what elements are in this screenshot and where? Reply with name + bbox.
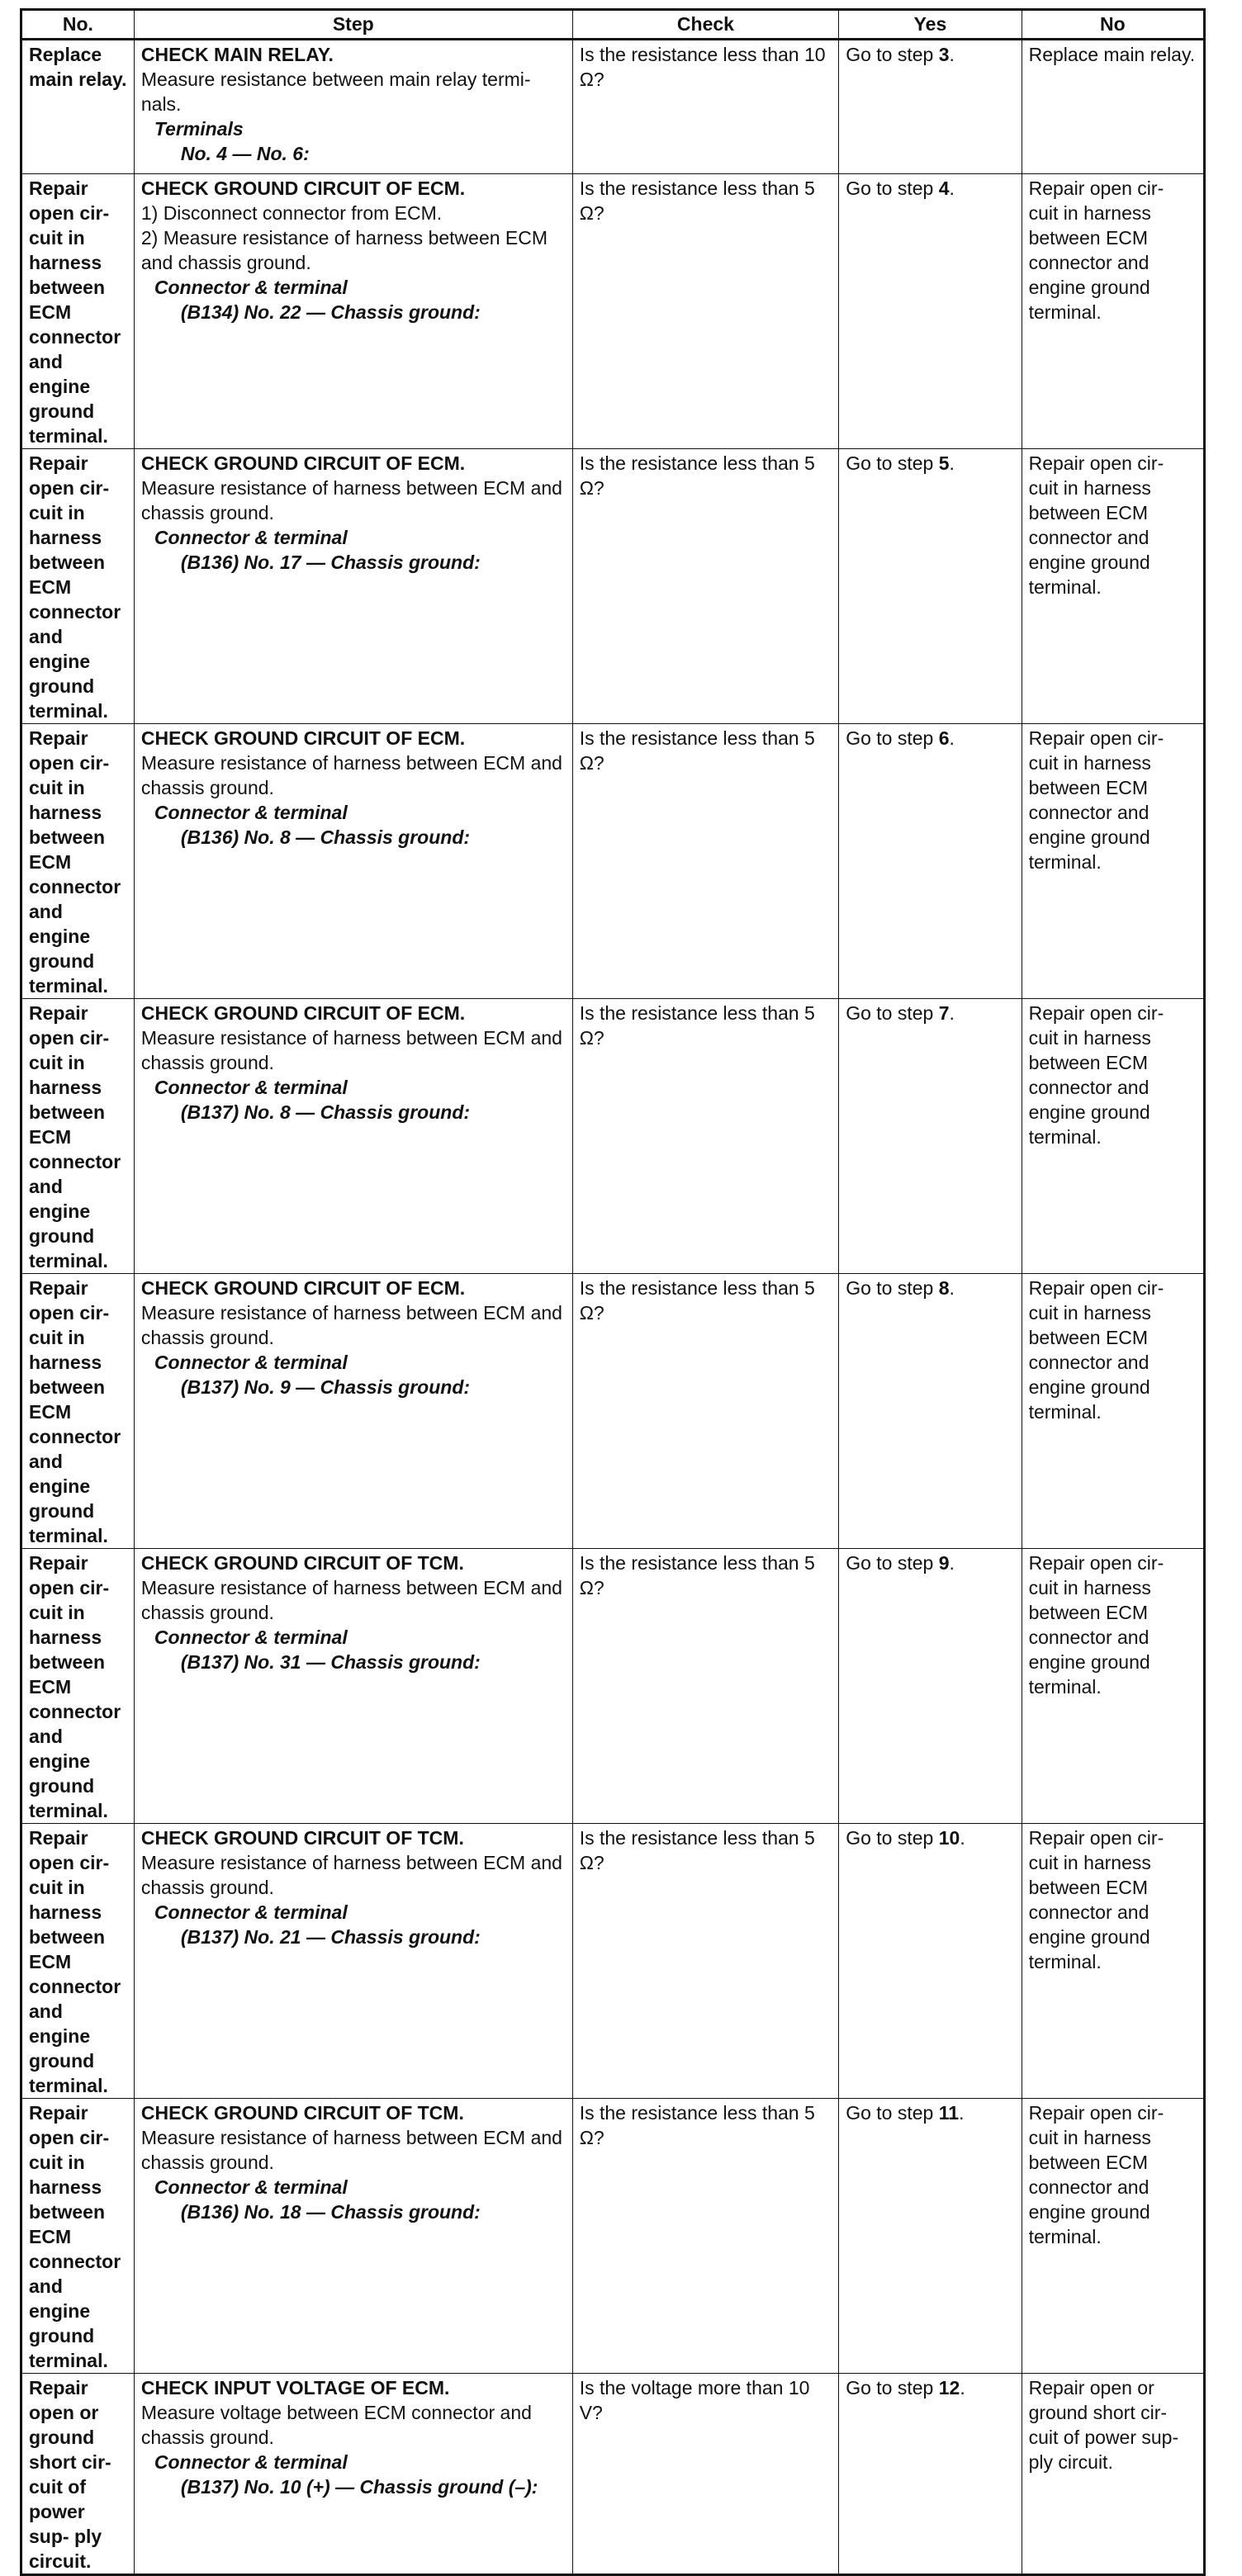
yes-period: . bbox=[949, 1277, 955, 1299]
step-subheading: Connector & terminal bbox=[154, 277, 348, 298]
step-number: Repair open cir- cuit in harness between ECM connector and engine ground terminal. bbox=[21, 2099, 135, 2374]
step-terminal-value: (B137) No. 9 — Chassis ground: bbox=[180, 1376, 471, 1398]
step-instruction: nals. bbox=[140, 93, 182, 115]
step-number: Repair open cir- cuit in harness between ECM connector and engine ground terminal. bbox=[21, 174, 135, 449]
yes-period: . bbox=[949, 452, 955, 474]
check-cell: Is the voltage more than 10 V? bbox=[572, 2374, 839, 2575]
step-instruction: Measure resistance of harness between ECM and chassis ground. bbox=[140, 2127, 562, 2173]
table-row bbox=[21, 40, 1205, 174]
no-cell: Repair open or ground short cir- cuit of power sup- ply circuit. bbox=[1022, 2374, 1204, 2575]
step-instruction: Measure resistance of harness between ECM and chassis ground. bbox=[140, 1302, 562, 1348]
yes-cell bbox=[839, 999, 1022, 1274]
yes-period: . bbox=[960, 2377, 965, 2398]
yes-cell bbox=[839, 1824, 1022, 2099]
yes-step-number: 12 bbox=[938, 2377, 960, 2398]
no-cell: Repair open cir- cuit in harness between ECM connector and engine ground terminal. bbox=[1022, 449, 1204, 724]
check-cell: Is the resistance less than 5 Ω? bbox=[572, 2099, 839, 2374]
yes-cell bbox=[839, 1274, 1022, 1549]
yes-cell bbox=[839, 1549, 1022, 1824]
yes-step-number: 6 bbox=[938, 727, 950, 749]
step-cell bbox=[134, 1274, 572, 1549]
no-cell: Repair open cir- cuit in harness between ECM connector and engine ground terminal. bbox=[1022, 724, 1204, 999]
yes-text: Go to step bbox=[846, 1277, 934, 1299]
check-cell: Is the resistance less than 5 Ω? bbox=[572, 1824, 839, 2099]
no-cell: Repair open cir- cuit in harness between ECM connector and engine ground terminal. bbox=[1022, 1549, 1204, 1824]
step-subheading: Terminals bbox=[154, 118, 244, 140]
check-cell: Is the resistance less than 5 Ω? bbox=[572, 449, 839, 724]
check-cell: Is the resistance less than 5 Ω? bbox=[572, 1274, 839, 1549]
yes-text: Go to step bbox=[846, 44, 934, 65]
step-terminal-value: (B136) No. 8 — Chassis ground: bbox=[180, 826, 471, 848]
step-instruction: 1) Disconnect connector from ECM. bbox=[140, 202, 443, 224]
yes-text: Go to step bbox=[846, 452, 934, 474]
step-cell bbox=[134, 40, 572, 174]
step-number: Repair open cir- cuit in harness between ECM connector and engine ground terminal. bbox=[21, 449, 135, 724]
yes-text: Go to step bbox=[846, 2102, 934, 2124]
check-cell: Is the resistance less than 5 Ω? bbox=[572, 174, 839, 449]
check-cell: Is the resistance less than 5 Ω? bbox=[572, 724, 839, 999]
yes-period: . bbox=[949, 44, 955, 65]
step-number: Repair open cir- cuit in harness between ECM connector and engine ground terminal. bbox=[21, 1274, 135, 1549]
step-number: Repair open cir- cuit in harness between ECM connector and engine ground terminal. bbox=[21, 1549, 135, 1824]
table-row bbox=[21, 724, 1205, 999]
step-number: Repair open cir- cuit in harness between ECM connector and engine ground terminal. bbox=[21, 1824, 135, 2099]
step-terminal-value: (B136) No. 17 — Chassis ground: bbox=[180, 552, 481, 573]
table-row bbox=[21, 2099, 1205, 2374]
table-row bbox=[21, 999, 1205, 1274]
step-subheading: Connector & terminal bbox=[154, 1352, 348, 1373]
step-cell bbox=[134, 999, 572, 1274]
yes-text: Go to step bbox=[846, 1002, 934, 1024]
yes-period: . bbox=[960, 1827, 965, 1849]
step-subheading: Connector & terminal bbox=[154, 1627, 348, 1648]
step-subheading: Connector & terminal bbox=[154, 802, 348, 823]
step-terminal-value: (B137) No. 8 — Chassis ground: bbox=[180, 1101, 471, 1123]
header-check: Check bbox=[572, 10, 839, 40]
step-cell bbox=[134, 174, 572, 449]
yes-text: Go to step bbox=[846, 178, 934, 199]
step-terminal-value: (B134) No. 22 — Chassis ground: bbox=[180, 301, 481, 323]
table-header-row bbox=[21, 10, 1205, 40]
no-cell: Repair open cir- cuit in harness between ECM connector and engine ground terminal. bbox=[1022, 2099, 1204, 2374]
step-cell bbox=[134, 2099, 572, 2374]
yes-step-number: 10 bbox=[938, 1827, 960, 1849]
yes-period: . bbox=[959, 2102, 965, 2124]
yes-step-number: 3 bbox=[938, 44, 950, 65]
yes-text: Go to step bbox=[846, 727, 934, 749]
step-cell bbox=[134, 1824, 572, 2099]
check-cell: Is the resistance less than 5 Ω? bbox=[572, 999, 839, 1274]
table-row bbox=[21, 1824, 1205, 2099]
no-cell: Repair open cir- cuit in harness between ECM connector and engine ground terminal. bbox=[1022, 1274, 1204, 1549]
yes-step-number: 11 bbox=[938, 2102, 960, 2124]
table-row bbox=[21, 449, 1205, 724]
step-title: CHECK GROUND CIRCUIT OF ECM. bbox=[140, 727, 466, 749]
step-number: Repair open cir- cuit in harness between ECM connector and engine ground terminal. bbox=[21, 999, 135, 1274]
yes-text: Go to step bbox=[846, 1552, 934, 1574]
step-cell bbox=[134, 449, 572, 724]
yes-cell bbox=[839, 174, 1022, 449]
step-title: CHECK INPUT VOLTAGE OF ECM. bbox=[140, 2377, 450, 2398]
header-no: No. bbox=[21, 10, 135, 40]
document-page bbox=[20, 8, 1206, 2576]
yes-step-number: 4 bbox=[938, 178, 950, 199]
step-cell bbox=[134, 2374, 572, 2575]
yes-text: Go to step bbox=[846, 1827, 934, 1849]
check-cell: Is the resistance less than 10 Ω? bbox=[572, 40, 839, 174]
step-instruction: Measure resistance of harness between ECM and chassis ground. bbox=[140, 1577, 562, 1623]
step-title: CHECK GROUND CIRCUIT OF TCM. bbox=[140, 2102, 464, 2124]
no-cell: Repair open cir- cuit in harness between ECM connector and engine ground terminal. bbox=[1022, 999, 1204, 1274]
step-terminal-value: (B137) No. 21 — Chassis ground: bbox=[180, 1926, 481, 1948]
step-title: CHECK GROUND CIRCUIT OF ECM. bbox=[140, 1002, 466, 1024]
step-title: CHECK GROUND CIRCUIT OF ECM. bbox=[140, 1277, 466, 1299]
no-cell: Repair open cir- cuit in harness between ECM connector and engine ground terminal. bbox=[1022, 1824, 1204, 2099]
step-subheading: Connector & terminal bbox=[154, 2176, 348, 2198]
table-row bbox=[21, 2374, 1205, 2575]
yes-period: . bbox=[949, 1552, 955, 1574]
step-instruction: 2) Measure resistance of harness between ECM and chassis ground. bbox=[140, 227, 548, 273]
step-number: Repair open or ground short cir- cuit of power sup- ply circuit. bbox=[21, 2374, 135, 2575]
yes-step-number: 8 bbox=[938, 1277, 950, 1299]
step-subheading: Connector & terminal bbox=[154, 1077, 348, 1098]
header-yes: Yes bbox=[839, 10, 1022, 40]
step-instruction: Measure resistance of harness between ECM and chassis ground. bbox=[140, 752, 562, 798]
header-no-action: No bbox=[1022, 10, 1204, 40]
step-terminal-value: (B137) No. 10 (+) — Chassis ground (–): bbox=[180, 2476, 538, 2498]
header-step: Step bbox=[134, 10, 572, 40]
step-terminal-value: (B137) No. 31 — Chassis ground: bbox=[180, 1651, 481, 1673]
step-title: CHECK MAIN RELAY. bbox=[140, 44, 334, 65]
table-row bbox=[21, 174, 1205, 449]
table-row bbox=[21, 1274, 1205, 1549]
yes-period: . bbox=[949, 727, 955, 749]
step-cell bbox=[134, 724, 572, 999]
yes-cell bbox=[839, 2374, 1022, 2575]
step-instruction: Measure resistance between main relay termi- bbox=[140, 69, 531, 90]
yes-cell bbox=[839, 724, 1022, 999]
step-instruction: Measure resistance of harness between ECM and chassis ground. bbox=[140, 1027, 562, 1073]
no-cell: Repair open cir- cuit in harness between ECM connector and engine ground terminal. bbox=[1022, 174, 1204, 449]
step-subheading: Connector & terminal bbox=[154, 1901, 348, 1923]
yes-cell bbox=[839, 2099, 1022, 2374]
yes-text: Go to step bbox=[846, 2377, 934, 2398]
step-terminal-value: No. 4 — No. 6: bbox=[180, 143, 310, 164]
step-title: CHECK GROUND CIRCUIT OF TCM. bbox=[140, 1827, 464, 1849]
yes-period: . bbox=[949, 178, 955, 199]
check-cell: Is the resistance less than 5 Ω? bbox=[572, 1549, 839, 1824]
step-subheading: Connector & terminal bbox=[154, 527, 348, 548]
step-title: CHECK GROUND CIRCUIT OF ECM. bbox=[140, 178, 466, 199]
step-title: CHECK GROUND CIRCUIT OF ECM. bbox=[140, 452, 466, 474]
no-cell: Replace main relay. bbox=[1022, 40, 1204, 174]
step-cell bbox=[134, 1549, 572, 1824]
yes-cell bbox=[839, 40, 1022, 174]
step-instruction: Measure resistance of harness between ECM and chassis ground. bbox=[140, 1852, 562, 1898]
step-instruction: Measure resistance of harness between ECM and chassis ground. bbox=[140, 477, 562, 523]
step-subheading: Connector & terminal bbox=[154, 2451, 348, 2473]
step-terminal-value: (B136) No. 18 — Chassis ground: bbox=[180, 2201, 481, 2223]
yes-step-number: 9 bbox=[938, 1552, 950, 1574]
diagnostic-table bbox=[20, 8, 1206, 2576]
yes-period: . bbox=[949, 1002, 955, 1024]
yes-step-number: 5 bbox=[938, 452, 950, 474]
yes-step-number: 7 bbox=[938, 1002, 950, 1024]
step-number: Replace main relay. bbox=[21, 40, 135, 174]
yes-cell bbox=[839, 449, 1022, 724]
step-title: CHECK GROUND CIRCUIT OF TCM. bbox=[140, 1552, 464, 1574]
step-number: Repair open cir- cuit in harness between ECM connector and engine ground terminal. bbox=[21, 724, 135, 999]
step-instruction: Measure voltage between ECM connector and chassis ground. bbox=[140, 2402, 532, 2448]
table-row bbox=[21, 1549, 1205, 1824]
